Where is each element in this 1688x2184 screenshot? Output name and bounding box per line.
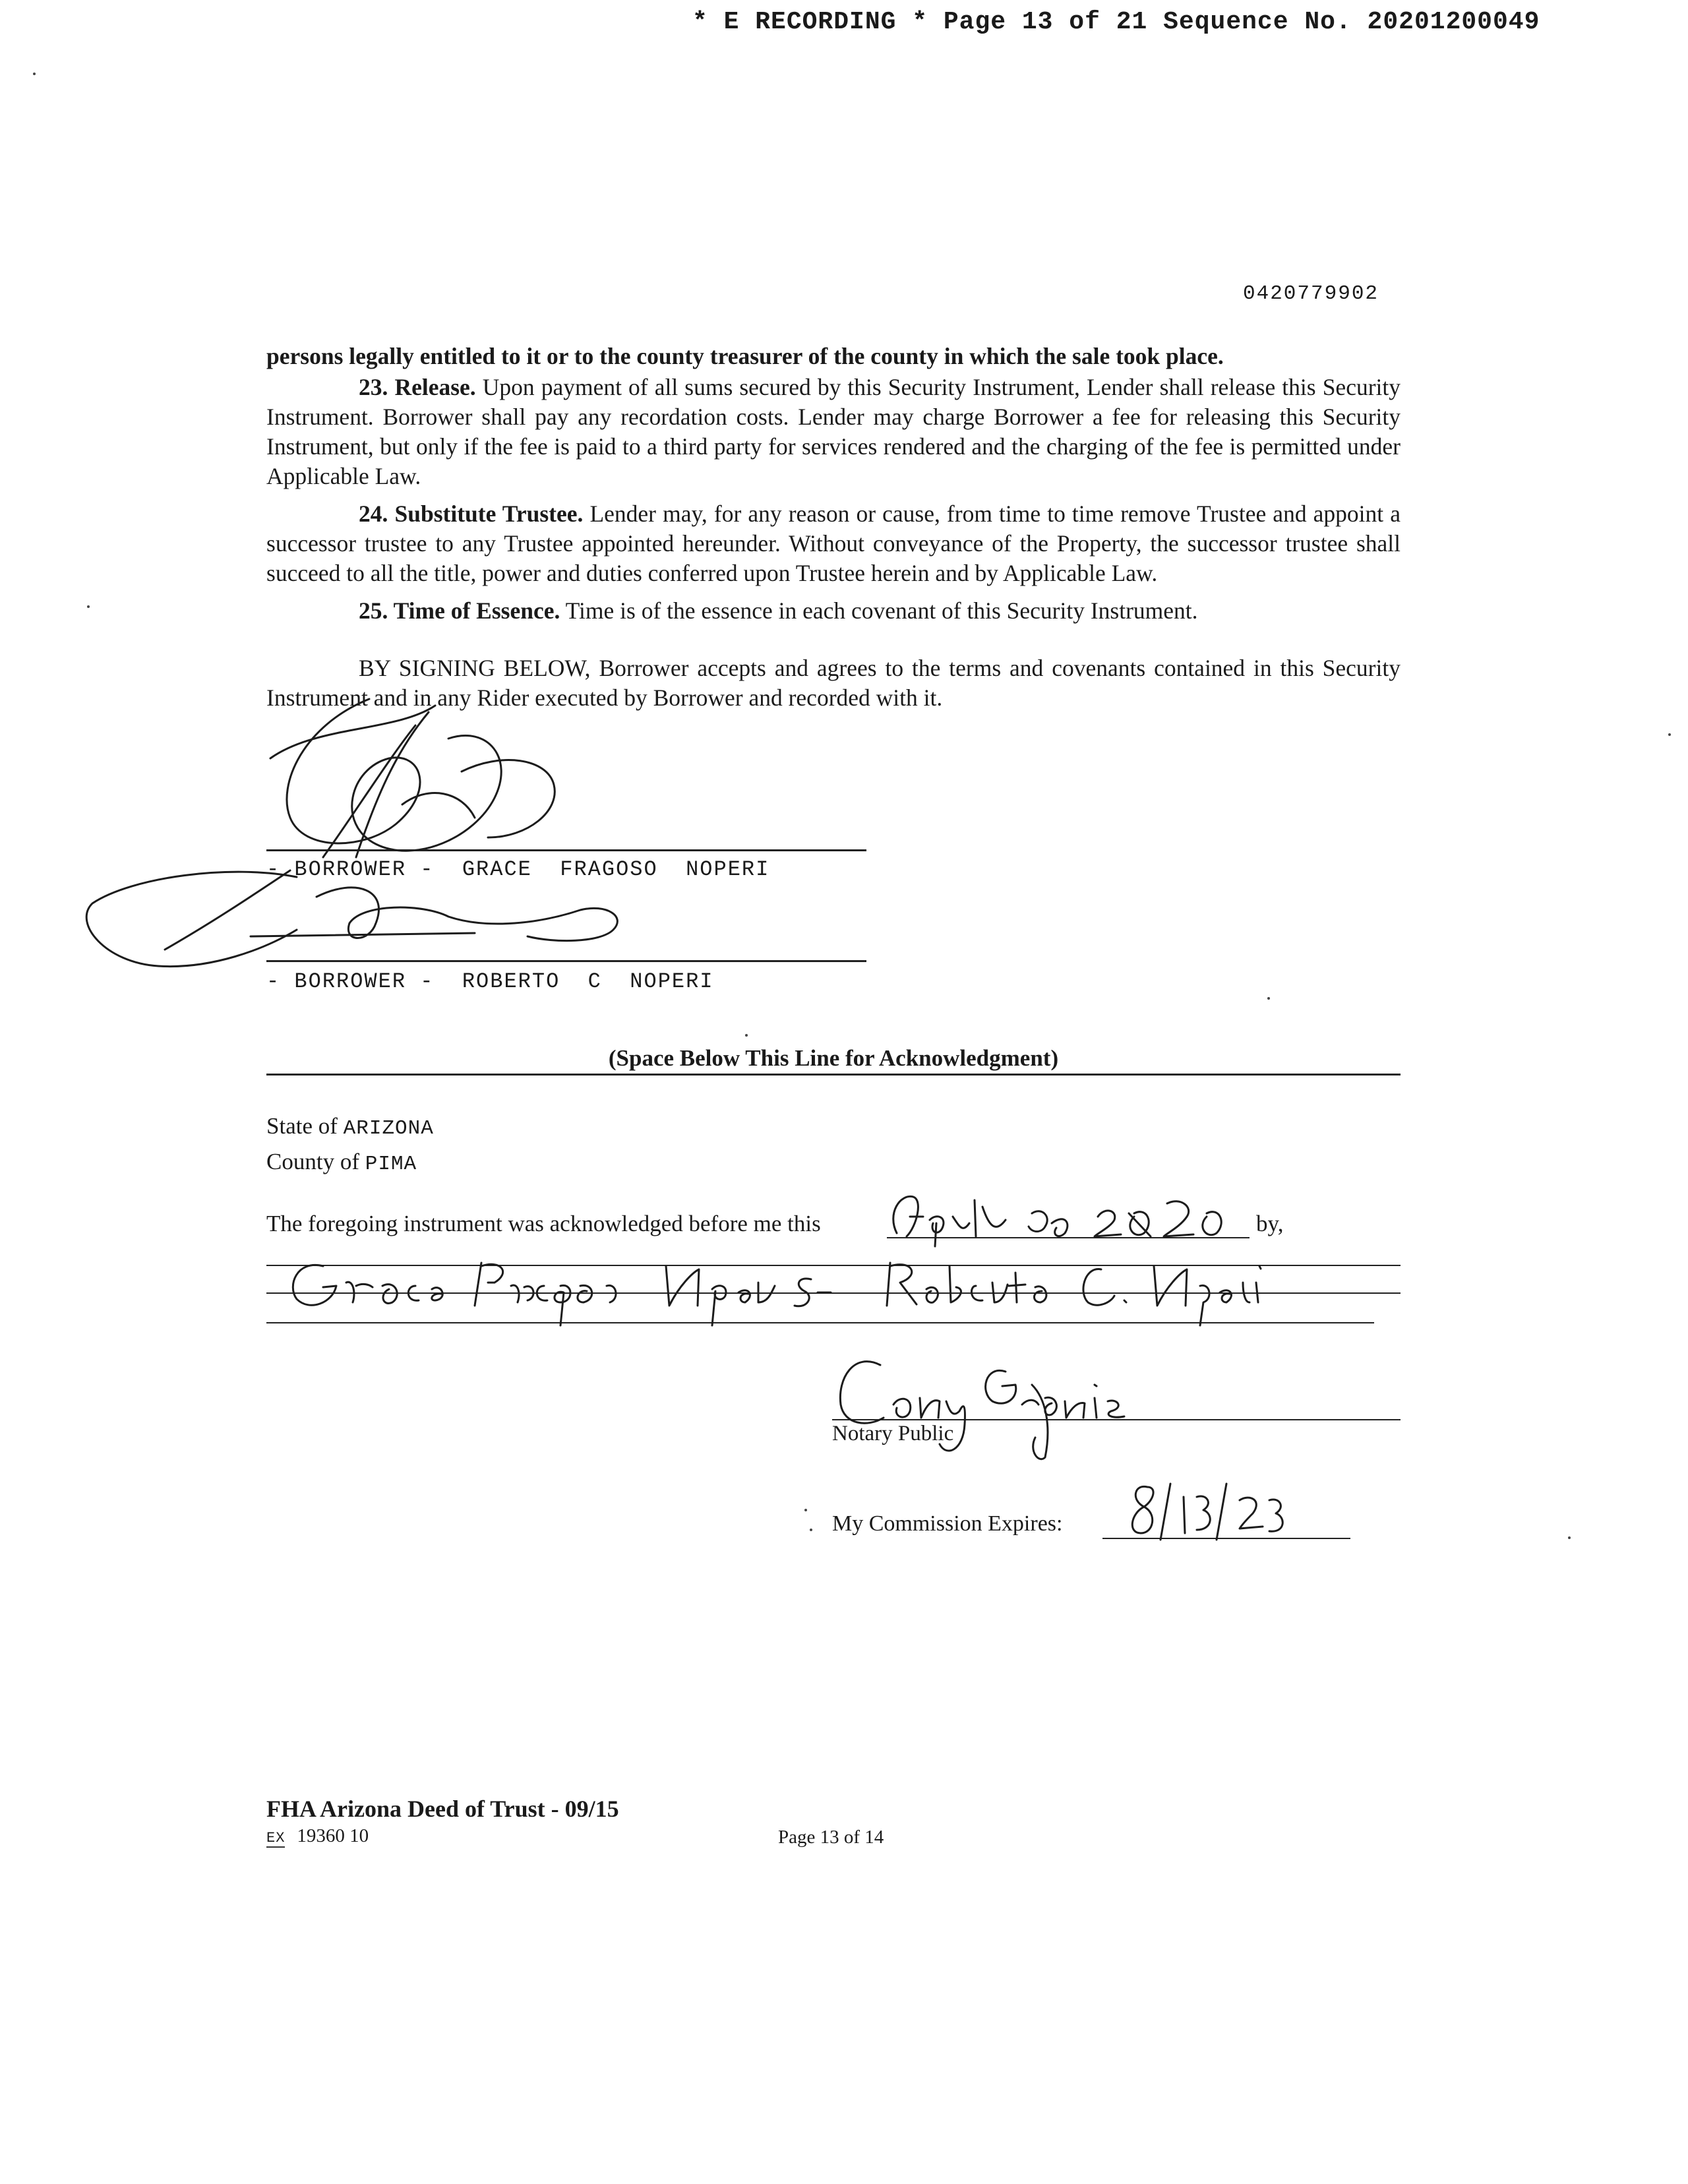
- paragraph-23: [266, 373, 1401, 491]
- form-number: 19360 10: [297, 1825, 369, 1846]
- scan-speck: [1668, 733, 1671, 736]
- scan-speck: [804, 1509, 807, 1511]
- loan-number: 0420779902: [1243, 282, 1379, 305]
- paragraph-24-heading: 24. Substitute Trustee.: [359, 501, 584, 527]
- foregoing-text: The foregoing instrument was acknowledged before me this: [266, 1211, 821, 1236]
- form-title: FHA Arizona Deed of Trust - 09/15: [266, 1796, 619, 1822]
- paragraph-24-body: Lender may, for any reason or cause, from time to time remove Trustee and appoint a successor trustee to any Trustee appointed hereunder. Without conveyance of the Property, the successor trustee shall succeed to all the title, power and duties conferred upon Trustee herein and by Applicable Law.: [266, 501, 1401, 586]
- acknowledgment-heading: (Space Below This Line for Acknowledgment): [608, 1045, 1059, 1071]
- scan-speck: [745, 1034, 748, 1037]
- signing-statement: BY SIGNING BELOW, Borrower accepts and agrees to the terms and covenants contained in this Security Instrument and in any Rider executed by Borrower and recorded with it.: [266, 655, 1401, 711]
- continuation-text: persons legally entitled to it or to the county treasurer of the county in which the sale took place.: [266, 343, 1224, 369]
- borrower-2-label: - BORROWER - ROBERTO C NOPERI: [266, 969, 714, 994]
- county-line: [266, 1149, 417, 1176]
- form-logo-icon: EX: [266, 1830, 286, 1846]
- notary-label: Notary Public: [832, 1422, 954, 1445]
- paragraph-25-heading: 25. Time of Essence.: [359, 597, 560, 624]
- borrower-1-label: - BORROWER - GRACE FRAGOSO NOPERI: [266, 857, 770, 882]
- by-text: by,: [1256, 1211, 1284, 1236]
- scan-speck: [1267, 997, 1270, 1000]
- paragraph-25-body: Time is of the essence in each covenant of this Security Instrument.: [560, 597, 1198, 624]
- scan-speck: [87, 605, 90, 608]
- body-section: [266, 342, 1401, 713]
- scan-speck: [33, 73, 36, 75]
- paragraph-23-body: Upon payment of all sums secured by this Security Instrument, Lender shall release this Security Instrument. Borrower shall pay any recordation costs. Lender may charge Borrower a fee for releasing this Security Instrument, but only if the fee is paid to a third party for services rendered and the charging of the fee is permitted under Applicable Law.: [266, 374, 1401, 489]
- handwritten-names: [284, 1246, 1286, 1332]
- state-line: [266, 1113, 434, 1140]
- handwritten-date: [884, 1187, 1253, 1246]
- county-label: County of: [266, 1149, 365, 1174]
- commission-date: [1121, 1477, 1279, 1543]
- recording-header: * E RECORDING * Page 13 of 21 Sequence No. 20201200049: [692, 8, 1540, 36]
- commission-label: My Commission Expires:: [832, 1511, 1063, 1536]
- acknowledgment-rule: [266, 1074, 1401, 1076]
- state-label: State of: [266, 1113, 344, 1139]
- state-value: ARIZONA: [343, 1117, 434, 1140]
- paragraph-24: [266, 499, 1401, 588]
- scan-speck: [1568, 1536, 1571, 1539]
- form-number-line: [266, 1825, 369, 1848]
- county-value: PIMA: [365, 1153, 417, 1176]
- paragraph-25: [266, 596, 1401, 626]
- notary-signature: [834, 1345, 1203, 1464]
- borrower-2-signature: [79, 851, 659, 983]
- scan-speck: [810, 1529, 812, 1531]
- page-number: Page 13 of 14: [778, 1827, 884, 1848]
- paragraph-23-heading: 23. Release.: [359, 374, 476, 400]
